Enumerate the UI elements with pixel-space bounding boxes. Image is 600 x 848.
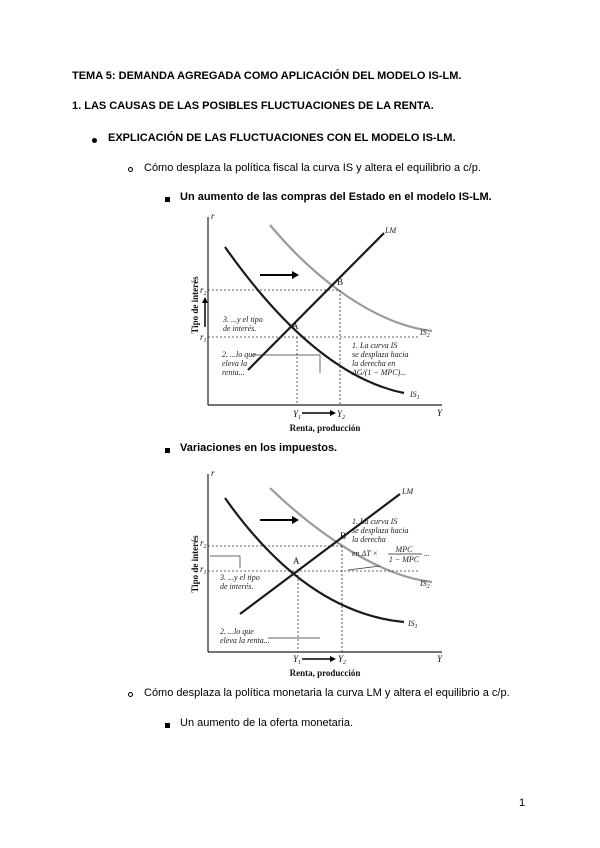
y-axis-symbol: Y — [437, 408, 443, 418]
is1-label: $IS_1$ — [408, 619, 418, 630]
y-axis-label: Tipo de interés — [190, 535, 200, 593]
note-3: 3. ...y el tipo de interés. — [223, 315, 263, 333]
y1-tick: $Y_1$ — [293, 409, 302, 421]
note-2: 2. ...lo que eleva la renta... — [222, 350, 256, 377]
is2-curve — [270, 225, 432, 331]
fiscal-item: Cómo desplaza la política fiscal la curva IS y altera el equilibrio a c/p. — [144, 162, 481, 174]
is2-label: $IS_2$ — [420, 579, 430, 590]
x-axis-label: Renta, producción — [289, 423, 361, 433]
fiscal-sub2: Variaciones en los impuestos. — [180, 442, 338, 454]
note-2: 2. ...lo que eleva la renta... — [220, 627, 270, 645]
subsection-title: EXPLICACIÓN DE LAS FLUCTUACIONES CON EL MODELO IS-LM. — [108, 132, 456, 144]
is2-curve — [270, 488, 432, 582]
formula-suffix: ... — [424, 549, 430, 558]
arrow-head-icon — [292, 271, 299, 279]
is1-label: $IS_1$ — [410, 390, 420, 401]
point-b: B — [340, 531, 347, 541]
bullet-ring-icon — [128, 692, 133, 697]
lm-label: LM — [402, 487, 414, 496]
y1-tick: $Y_1$ — [293, 654, 302, 666]
doc-heading: TEMA 5: DEMANDA AGREGADA COMO APLICACIÓN DEL MODELO IS-LM. — [72, 70, 462, 82]
arrow-head-icon — [202, 297, 208, 303]
note-1: 1. La curva IS se desplaza hacia la derecha — [352, 517, 409, 544]
r1-tick: $r_1$ — [200, 332, 207, 344]
y2-tick: $Y_2$ — [337, 409, 346, 421]
arrow-head-icon — [292, 516, 299, 524]
bullet-square-icon — [165, 448, 170, 453]
r-axis-symbol: r — [211, 211, 215, 221]
formula-denominator: 1 − MPC — [388, 555, 420, 564]
bullet-square-icon — [165, 197, 170, 202]
x-axis-label: Renta, producción — [289, 668, 361, 678]
point-a: A — [293, 556, 300, 566]
formula-numerator: MPC — [395, 545, 413, 554]
note-2-leader — [252, 355, 320, 373]
arrow-head-icon — [330, 410, 336, 416]
monetary-item: Cómo desplaza la política monetaria la curva LM y altera el equilibrio a c/p. — [144, 687, 510, 699]
point-a: A — [292, 321, 299, 331]
bullet-dot-icon — [92, 138, 97, 143]
figure-taxes — [180, 466, 450, 686]
point-b: B — [337, 277, 344, 287]
r2-tick: $r_2$ — [200, 285, 207, 297]
y-axis-symbol: Y — [437, 654, 443, 664]
page-number: 1 — [519, 797, 526, 809]
r-axis-symbol: r — [211, 468, 215, 478]
lm-label: LM — [385, 226, 397, 235]
fiscal-sub1: Un aumento de las compras del Estado en el modelo IS-LM. — [180, 191, 492, 203]
note-3: 3. ...y el tipo de interés. — [220, 573, 260, 591]
r2-tick: $r_2$ — [200, 538, 207, 550]
section-title: 1. LAS CAUSAS DE LAS POSIBLES FLUCTUACIONES DE LA RENTA. — [72, 100, 434, 112]
bullet-square-icon — [165, 723, 170, 728]
note-1: 1. La curva IS se desplaza hacia la derecha en ΔG/(1 − MPC)... — [352, 341, 409, 377]
y2-tick: $Y_2$ — [338, 654, 347, 666]
figure-government-purchases — [180, 205, 450, 435]
monetary-sub1: Un aumento de la oferta monetaria. — [180, 717, 354, 729]
bullet-ring-icon — [128, 167, 133, 172]
is2-label: $IS_2$ — [420, 328, 430, 339]
formula-prefix: en ΔT × — [352, 549, 378, 558]
rate-bracket — [210, 556, 240, 568]
r1-tick: $r_1$ — [200, 564, 207, 576]
arrow-head-icon — [330, 656, 336, 662]
y-axis-label: Tipo de interés — [190, 276, 200, 334]
note-1-leader — [348, 566, 380, 570]
